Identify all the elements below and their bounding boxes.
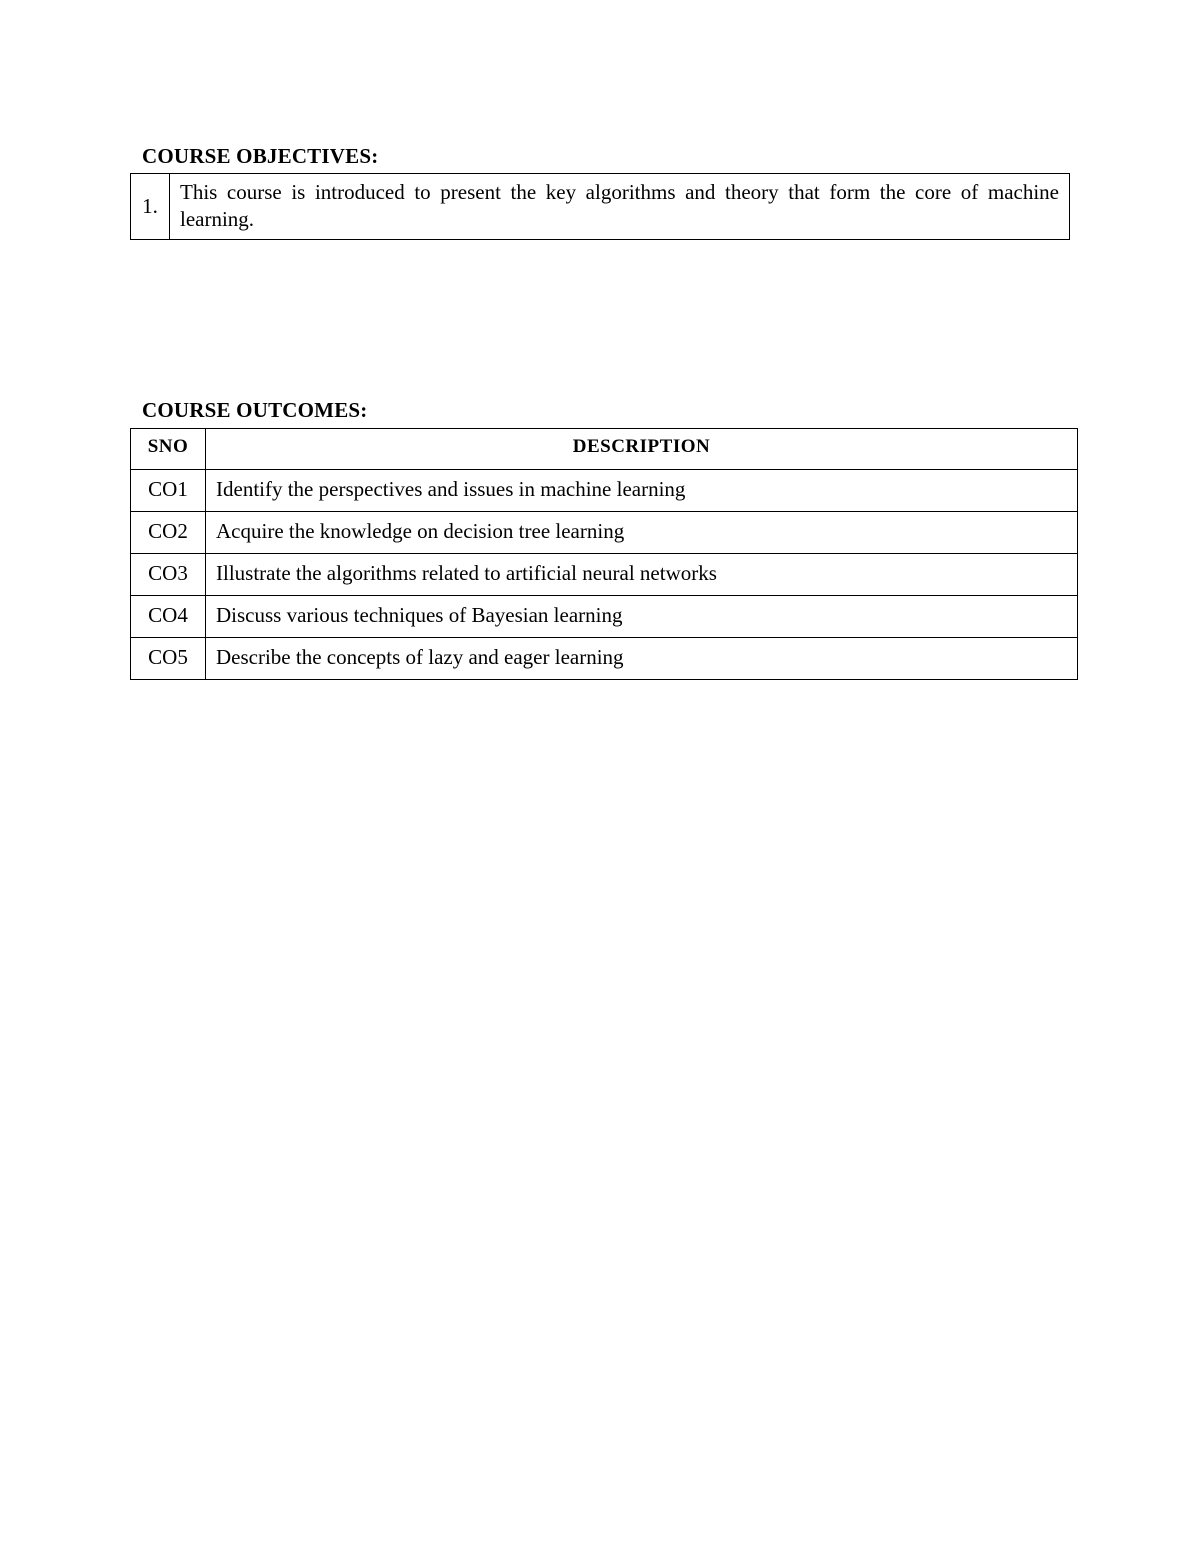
outcome-description: Acquire the knowledge on decision tree learning xyxy=(206,512,1078,554)
objective-row xyxy=(131,174,1070,240)
sno-column-header: SNO xyxy=(131,429,206,470)
objective-text: This course is introduced to present the key algorithms and theory that form the core of machine learning. xyxy=(170,174,1070,240)
objective-number: 1. xyxy=(131,174,170,240)
course-outcomes-table xyxy=(130,428,1078,680)
outcome-description: Illustrate the algorithms related to artificial neural networks xyxy=(206,554,1078,596)
outcome-description: Describe the concepts of lazy and eager learning xyxy=(206,638,1078,680)
outcome-sno: CO4 xyxy=(131,596,206,638)
outcome-sno: CO2 xyxy=(131,512,206,554)
outcome-description: Discuss various techniques of Bayesian learning xyxy=(206,596,1078,638)
table-row xyxy=(131,512,1078,554)
table-row xyxy=(131,554,1078,596)
course-outcomes-heading: COURSE OUTCOMES: xyxy=(142,398,368,422)
outcomes-header-row xyxy=(131,429,1078,470)
outcome-sno: CO5 xyxy=(131,638,206,680)
outcome-sno: CO3 xyxy=(131,554,206,596)
table-row xyxy=(131,638,1078,680)
table-row xyxy=(131,596,1078,638)
outcome-description: Identify the perspectives and issues in machine learning xyxy=(206,470,1078,512)
table-row xyxy=(131,470,1078,512)
course-objectives-heading: COURSE OBJECTIVES: xyxy=(142,144,379,168)
description-column-header: DESCRIPTION xyxy=(206,429,1078,470)
course-objectives-table xyxy=(130,173,1070,240)
outcome-sno: CO1 xyxy=(131,470,206,512)
